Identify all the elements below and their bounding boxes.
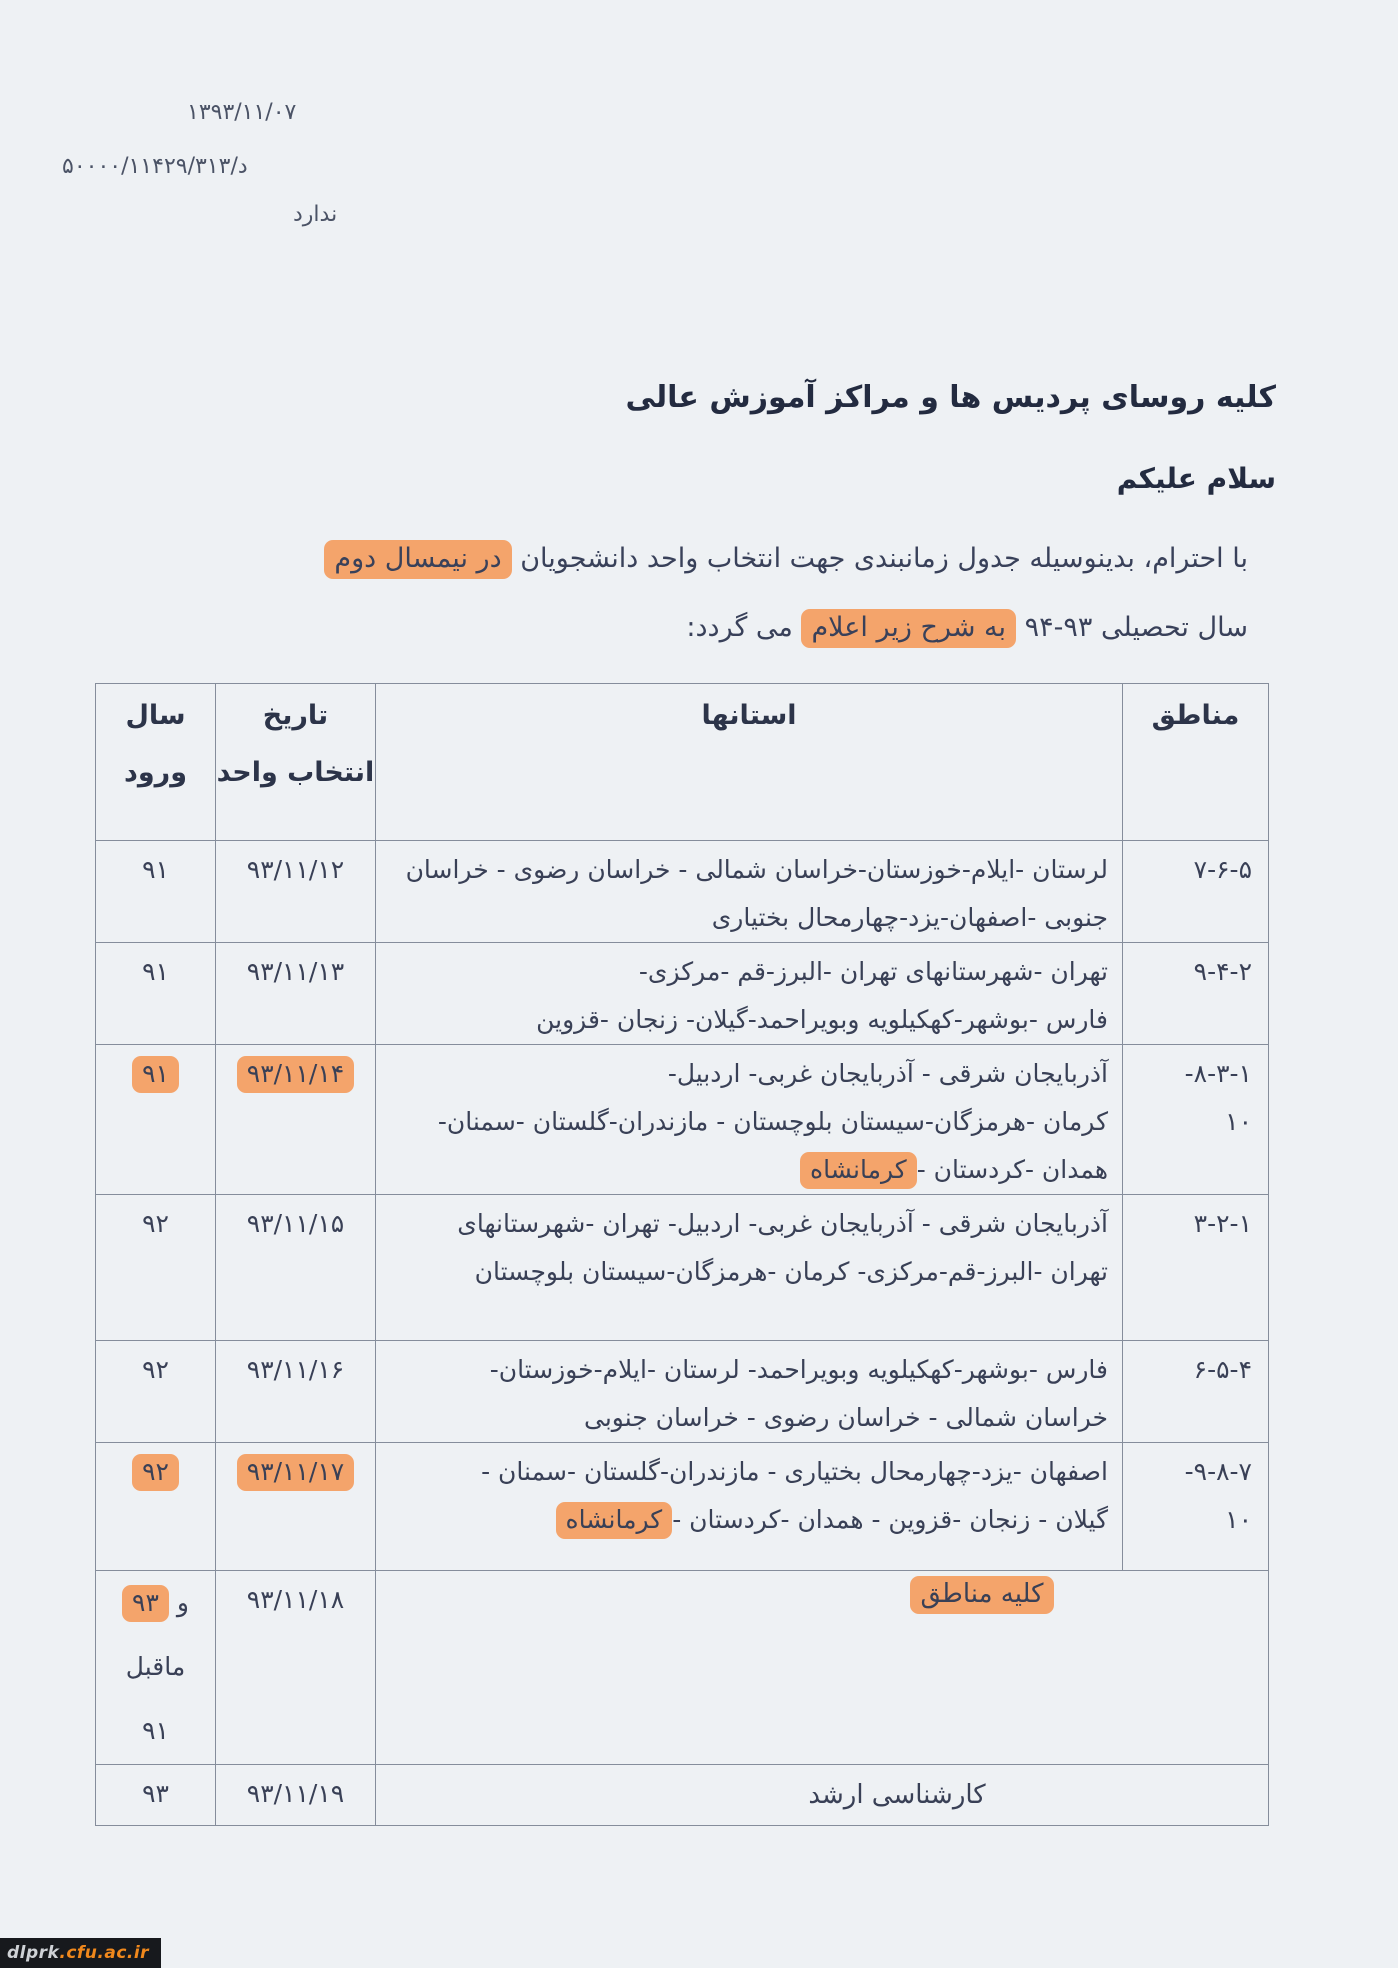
highlighted-text: کرمانشاه (800, 1152, 917, 1189)
entry-year-value: ۹۲ (142, 1209, 169, 1238)
regions-cell (1123, 1045, 1269, 1195)
cell-text: آذربایجان شرقی - آذربایجان غربی- اردبیل- تهران -شهرستانهای (457, 1209, 1108, 1238)
selection-date-value: ۹۳/۱۱/۱۶ (246, 1355, 345, 1384)
highlighted-text: ۹۱ (132, 1056, 179, 1093)
selection-date-value (216, 1448, 375, 1496)
highlighted-text: کلیه مناطق (910, 1576, 1053, 1614)
recipient-heading: کلیه روسای پردیس ها و مراکز آموزش عالی (625, 380, 1276, 415)
cell-text: کارشناسی ارشد (808, 1780, 986, 1810)
academic-year-value: ۹۴-۹۳ (1024, 612, 1093, 643)
selection-date-value: ۹۳/۱۱/۱۵ (246, 1209, 345, 1238)
body-line2-text-end: می گردد: (686, 612, 793, 643)
cell-text: لرستان -ایلام-خوزستان-خراسان شمالی - خراسان رضوی - خراسان (405, 855, 1108, 884)
cell-text: گیلان - زنجان -قزوین - همدان -کردستان - (672, 1505, 1108, 1534)
cell-text: ماقبل (125, 1652, 186, 1681)
selection-date-cell (216, 1571, 376, 1765)
course-selection-schedule-table (95, 683, 1269, 1826)
provinces-line (376, 846, 1122, 894)
entry-year-cell (96, 1571, 216, 1765)
provinces-line (376, 1200, 1122, 1248)
provinces-line (376, 894, 1122, 942)
cell-text: آذربایجان شرقی - آذربایجان غربی- اردبیل- (667, 1059, 1108, 1088)
selection-date-cell (216, 1045, 376, 1195)
table-row-5 (96, 1341, 1269, 1443)
provinces-line (376, 948, 1122, 996)
cell-text: تهران -البرز-قم-مرکزی- کرمان -هرمزگان-سیستان بلوچستان (474, 1257, 1108, 1286)
highlighted-text: کرمانشاه (556, 1502, 673, 1539)
regions-cell (1123, 841, 1269, 943)
header-provinces (376, 684, 1123, 841)
header-provinces-label: استانها (701, 700, 797, 731)
selection-date-cell (216, 943, 376, 1045)
merged-regions-provinces-cell (376, 1765, 1269, 1826)
table-row-2 (96, 943, 1269, 1045)
salutation: سلام علیکم (1116, 462, 1276, 495)
header-year-label-line2: ورود (124, 757, 187, 788)
table-row-8 (96, 1765, 1269, 1826)
entry-year-value: ۹۱ (142, 957, 169, 986)
cell-text: فارس -بوشهر-کهکیلویه وبویراحمد-گیلان- زنجان -قزوین (536, 1005, 1108, 1034)
cell-text: جنوبی -اصفهان-یزد-چهارمحال بختیاری (711, 903, 1108, 932)
body-line-1 (324, 543, 1248, 574)
provinces-cell (376, 1443, 1123, 1571)
selection-date-cell (216, 1443, 376, 1571)
header-regions-label: مناطق (1151, 700, 1240, 731)
provinces-cell (376, 943, 1123, 1045)
header-date-label-line1: تاریخ (262, 700, 329, 731)
regions-value: ۱۰ (1225, 1107, 1252, 1136)
provinces-line (376, 1448, 1122, 1496)
entry-year-cell (96, 1045, 216, 1195)
provinces-line (376, 1248, 1122, 1296)
cell-text: همدان -کردستان - (916, 1155, 1108, 1184)
selection-date-cell (216, 1195, 376, 1341)
body-line-2 (686, 612, 1248, 643)
entry-year-cell (96, 943, 216, 1045)
entry-year-line (96, 1571, 215, 1635)
entry-year-value: ۹۱ (142, 855, 169, 884)
header-selection-date (216, 684, 376, 841)
regions-value: ۱۰ (1225, 1505, 1252, 1534)
provinces-line (376, 1050, 1122, 1098)
entry-year-value (96, 1448, 215, 1496)
watermark (0, 1938, 161, 1968)
table-row-3 (96, 1045, 1269, 1195)
body-line2-highlighted-text: به شرح زیر اعلام (801, 609, 1016, 648)
selection-date-value: ۹۳/۱۱/۱۸ (246, 1585, 345, 1614)
body-line1-text: با احترام، بدینوسیله جدول زمانبندی جهت انتخاب واحد دانشجویان (520, 543, 1248, 574)
table-row-7 (96, 1571, 1269, 1765)
header-entry-year (96, 684, 216, 841)
cell-text: فارس -بوشهر-کهکیلویه وبویراحمد- لرستان -ایلام-خوزستان- (489, 1355, 1108, 1384)
selection-date-cell (216, 1341, 376, 1443)
header-date-label-line2: انتخاب واحد (216, 757, 375, 788)
regions-value: ۹-۴-۲ (1193, 957, 1252, 986)
selection-date-cell (216, 841, 376, 943)
table-row-1 (96, 841, 1269, 943)
entry-year-cell (96, 1765, 216, 1826)
cell-text: ۹۱ (142, 1716, 169, 1745)
watermark-site: dlprk (7, 1943, 60, 1963)
cell-text: خراسان شمالی - خراسان رضوی - خراسان جنوبی (584, 1403, 1108, 1432)
letter-number: د/۵۰۰۰۰/۱۱۴۲۹/۳۱۳ (62, 154, 248, 179)
header-regions (1123, 684, 1269, 841)
table-row-6 (96, 1443, 1269, 1571)
regions-value: ۶-۵-۴ (1193, 1355, 1252, 1384)
table-header-row (96, 684, 1269, 841)
regions-value: -۹-۸-۷ (1184, 1457, 1252, 1486)
cell-text: کرمان -هرمزگان-سیستان بلوچستان - مازندران-گلستان -سمنان- (437, 1107, 1108, 1136)
entry-year-line (96, 1699, 215, 1763)
entry-year-line (96, 1635, 215, 1699)
regions-value: ۷-۶-۵ (1193, 855, 1252, 884)
entry-year-value: ۹۲ (142, 1355, 169, 1384)
entry-year-value: ۹۳ (142, 1779, 169, 1808)
cell-text: تهران -شهرستانهای تهران -البرز-قم -مرکزی- (638, 957, 1108, 986)
provinces-line (376, 1346, 1122, 1394)
selection-date-value: ۹۳/۱۱/۱۹ (246, 1779, 345, 1808)
entry-year-cell (96, 1195, 216, 1341)
highlighted-text: ۹۳ (122, 1585, 169, 1622)
highlighted-text: ۹۲ (132, 1454, 179, 1491)
table-row-4 (96, 1195, 1269, 1341)
provinces-cell (376, 1195, 1123, 1341)
regions-cell (1123, 1195, 1269, 1341)
entry-year-cell (96, 1443, 216, 1571)
selection-date-value: ۹۳/۱۱/۱۳ (246, 957, 345, 986)
body-line1-highlighted-text: در نیمسال دوم (324, 540, 511, 579)
entry-year-cell (96, 841, 216, 943)
provinces-line (376, 1146, 1122, 1194)
letter-attachment-value: ندارد (293, 202, 338, 227)
regions-value: ۳-۲-۱ (1193, 1209, 1252, 1238)
provinces-line (376, 996, 1122, 1044)
highlighted-text: ۹۳/۱۱/۱۴ (237, 1056, 354, 1093)
merged-regions-provinces-cell (376, 1571, 1269, 1765)
provinces-cell (376, 1045, 1123, 1195)
regions-cell (1123, 1443, 1269, 1571)
provinces-line (376, 1496, 1122, 1544)
selection-date-value (216, 1050, 375, 1098)
letter-date: ۱۳۹۳/۱۱/۰۷ (187, 100, 297, 125)
provinces-line (376, 1098, 1122, 1146)
entry-year-cell (96, 1341, 216, 1443)
regions-cell (1123, 1341, 1269, 1443)
watermark-domain: .cfu.ac.ir (59, 1943, 150, 1963)
regions-value: -۸-۳-۱ (1184, 1059, 1252, 1088)
regions-cell (1123, 943, 1269, 1045)
selection-date-cell (216, 1765, 376, 1826)
provinces-line (376, 1394, 1122, 1442)
entry-year-value (96, 1050, 215, 1098)
provinces-cell (376, 841, 1123, 943)
provinces-cell (376, 1341, 1123, 1443)
highlighted-text: ۹۳/۱۱/۱۷ (237, 1454, 354, 1491)
cell-text: اصفهان -یزد-چهارمحال بختیاری - مازندران-گلستان -سمنان - (481, 1457, 1108, 1486)
body-line2-text: سال تحصیلی (1101, 612, 1248, 643)
header-year-label-line1: سال (125, 700, 186, 731)
selection-date-value: ۹۳/۱۱/۱۲ (246, 855, 345, 884)
cell-text: و (168, 1588, 189, 1617)
